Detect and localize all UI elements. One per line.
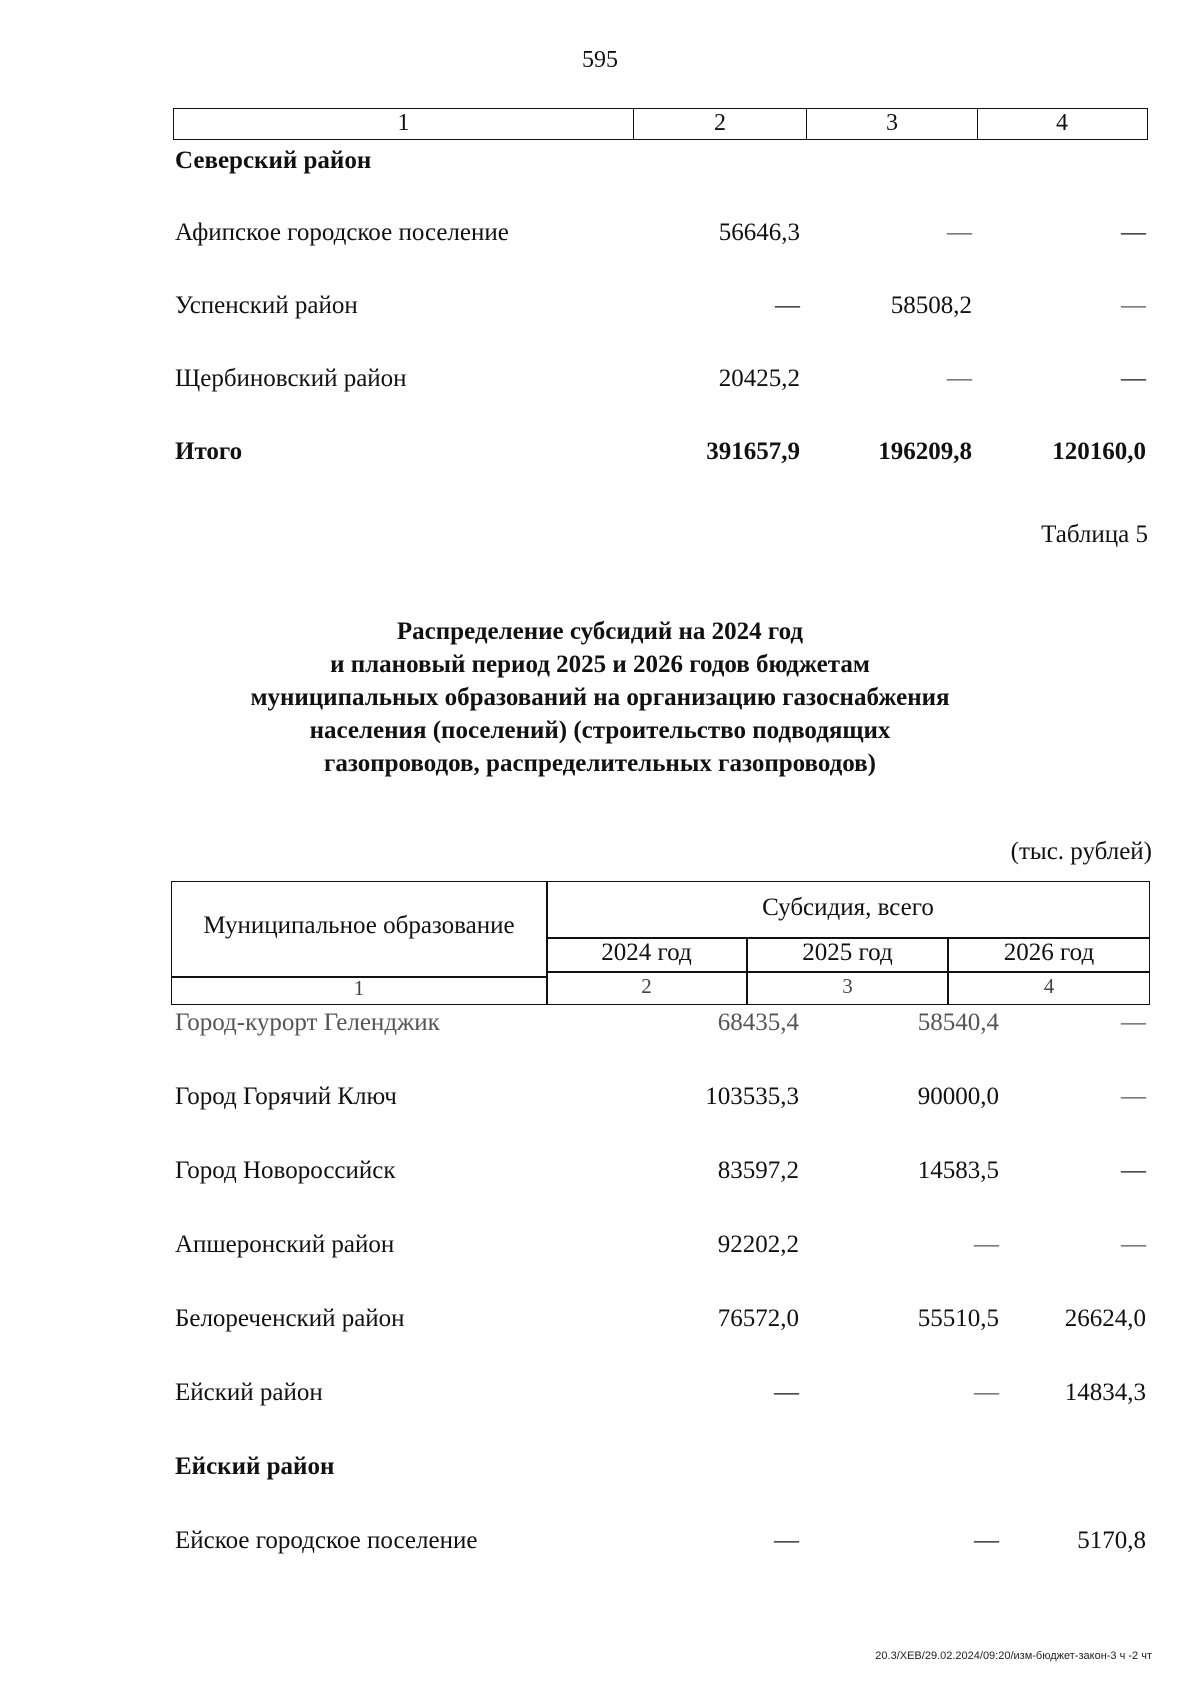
row-name: Город-курорт Геленджик (175, 1009, 440, 1036)
value-2026: — (1121, 365, 1146, 392)
value-2024: — (774, 1527, 799, 1554)
units-label: (тыс. рублей) (1010, 838, 1152, 865)
table-row (173, 1006, 1148, 1040)
table-row (173, 1228, 1148, 1262)
header-subsidy-total: Субсидия, всего (762, 894, 934, 921)
value-2026: — (1121, 219, 1146, 246)
table-row (173, 289, 1148, 323)
table-row (173, 362, 1148, 396)
section-heading: Северский район (175, 147, 372, 174)
top-table-column-numbers (173, 108, 1148, 140)
total-2024: 391657,9 (706, 438, 800, 465)
value-2025: 14583,5 (917, 1157, 999, 1184)
row-name: Успенский район (175, 292, 358, 319)
column-number-1: 1 (174, 109, 634, 139)
value-2024: 83597,2 (717, 1157, 799, 1184)
table-row (173, 1154, 1148, 1188)
value-2025: — (947, 219, 972, 246)
title-line: Распределение субсидий на 2024 год (396, 618, 804, 645)
page-number: 595 (582, 47, 618, 73)
value-2024: 76572,0 (717, 1305, 799, 1332)
row-name: Белореченский район (175, 1305, 405, 1332)
table-title (0, 615, 1200, 780)
column-number-1: 1 (353, 976, 365, 1000)
table-row (173, 1080, 1148, 1114)
section-heading-seversky (173, 144, 1148, 178)
document-footer: 20.3/ХЕВ/29.02.2024/09:20/изм-бюджет-закон-3 ч -2 чт (875, 1650, 1152, 1662)
value-2024: — (774, 1379, 799, 1406)
row-name: Город Новороссийск (175, 1157, 396, 1184)
title-line: муниципальных образований на организацию газоснабжения (250, 684, 950, 711)
table-label: Таблица 5 (1041, 521, 1148, 548)
total-2026: 120160,0 (1052, 438, 1146, 465)
column-number-3: 3 (807, 109, 978, 139)
value-2024: 92202,2 (717, 1231, 799, 1258)
value-2026: 26624,0 (1064, 1305, 1146, 1332)
column-number-4: 4 (1056, 110, 1068, 136)
value-2026: — (1121, 1157, 1146, 1184)
value-2026: 5170,8 (1077, 1527, 1146, 1554)
value-2024: 68435,4 (717, 1009, 799, 1036)
total-row (173, 435, 1148, 469)
header-year-2025: 2025 год (802, 939, 893, 966)
value-2025: — (947, 365, 972, 392)
title-line: населения (поселений) (строительство подводящих (309, 717, 891, 744)
column-number-3: 3 (842, 974, 853, 998)
value-2026: — (1121, 292, 1146, 319)
value-2025: — (974, 1527, 999, 1554)
row-name: Щербиновский район (175, 365, 407, 392)
value-2025: 58508,2 (890, 292, 972, 319)
table5-header (171, 881, 1150, 1005)
table-row (173, 1376, 1148, 1410)
value-2025: 90000,0 (917, 1083, 999, 1110)
header-year-2024: 2024 год (601, 939, 692, 966)
table-row (173, 1524, 1148, 1558)
value-2024: 103535,3 (705, 1083, 799, 1110)
value-2025: 55510,5 (917, 1305, 999, 1332)
section-heading-yeysk (173, 1450, 1148, 1484)
column-number-2: 2 (641, 974, 652, 998)
header-municipality: Муниципальное образование (203, 912, 515, 939)
title-line: и плановый период 2025 и 2026 годов бюджетам (330, 651, 870, 678)
table-row (173, 1302, 1148, 1336)
column-number-2: 2 (634, 109, 807, 139)
header-divider (546, 971, 1149, 973)
row-name: Афипское городское поселение (175, 219, 509, 246)
value-2025: 58540,4 (917, 1009, 999, 1036)
value-2026: — (1121, 1009, 1146, 1036)
value-2026: — (1121, 1083, 1146, 1110)
row-name: Город Горячий Ключ (175, 1083, 397, 1110)
value-2026: — (1121, 1231, 1146, 1258)
title-line: газопроводов, распределительных газопроводов) (323, 750, 876, 777)
total-label: Итого (175, 438, 243, 465)
value-2026: 14834,3 (1064, 1379, 1146, 1406)
table-row (173, 216, 1148, 250)
row-name: Апшеронский район (175, 1231, 395, 1258)
value-2024: 56646,3 (718, 219, 800, 246)
value-2024: — (775, 292, 800, 319)
section-heading: Ейский район (175, 1453, 335, 1480)
row-name: Ейский район (175, 1379, 323, 1406)
value-2024: 20425,2 (718, 365, 800, 392)
row-name: Ейское городское поселение (175, 1527, 478, 1554)
value-2025: — (974, 1231, 999, 1258)
total-2025: 196209,8 (878, 438, 972, 465)
value-2025: — (974, 1379, 999, 1406)
column-number-4: 4 (1043, 974, 1055, 998)
header-year-2026: 2026 год (1003, 939, 1095, 966)
